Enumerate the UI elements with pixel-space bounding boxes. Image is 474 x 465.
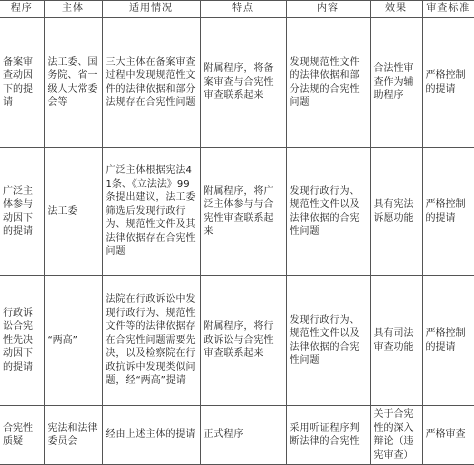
header-feature: 特点 [200,1,286,18]
feature-cell: 附属程序，将备案审查与合宪性审查联系起来 [200,18,286,148]
content-cell: 发现行政行为、规范性文件以及法律依据的合宪性问题 [286,148,370,276]
procedure-cell: 广泛主体参与动因下的提请 [0,148,44,276]
condition-cell: 三大主体在备案审查过程中发现规范性文件的法律依据和部分法规存在合宪性问题 [102,18,200,148]
standard-cell: 严格控制的提请 [422,148,474,276]
feature-cell: 附属程序，将行政诉讼与合宪性审查联系起来 [200,276,286,406]
header-row [0,1,474,18]
header-procedure: 程序 [0,1,44,18]
subject-cell: 法工委 [44,148,102,276]
effect-cell: 合法性审查作为辅助程序 [370,18,422,148]
effect-cell: 具有司法审查功能 [370,276,422,406]
procedure-cell: 合宪性质疑 [0,406,44,465]
content-cell: 采用听证程序判断法律的合宪性 [286,406,370,465]
procedure-cell: 备案审查动因下的提请 [0,18,44,148]
condition-cell: 广泛主体根据宪法41条、《立法法》99条提出建议，法工委筛选后发现行政行为、规范性文件及其法律依据存在合宪性问题 [102,148,200,276]
table-row [0,276,474,406]
header-subject: 主体 [44,1,102,18]
content-cell: 发现规范性文件的法律依据和部分法规的合宪性问题 [286,18,370,148]
content-cell: 发现行政行为、规范性文件以及法律依据的合宪性问题 [286,276,370,406]
header-effect: 效果 [370,1,422,18]
header-content: 内容 [286,1,370,18]
procedure-cell: 行政诉讼合宪性先决动因下的提请 [0,276,44,406]
effect-cell: 具有宪法诉愿功能 [370,148,422,276]
feature-cell: 附属程序，将广泛主体参与与合宪性审查联系起来 [200,148,286,276]
subject-cell: “两高” [44,276,102,406]
table-row [0,18,474,148]
standard-cell: 严格控制的提请 [422,276,474,406]
standard-cell: 严格审查 [422,406,474,465]
table-row [0,406,474,465]
table-row [0,148,474,276]
condition-cell: 法院在行政诉讼中发现行政行为、规范性文件等的法律依据存在合宪性问题需要先决，以及检察院在行政抗诉中发现类似问题，经“两高”提请 [102,276,200,406]
condition-cell: 经由上述主体的提请 [102,406,200,465]
standard-cell: 严格控制的提请 [422,18,474,148]
feature-cell: 正式程序 [200,406,286,465]
subject-cell: 宪法和法律委员会 [44,406,102,465]
effect-cell: 关于合宪性的深入辩论（违宪审查） [370,406,422,465]
header-condition: 适用情况 [102,1,200,18]
header-standard: 审查标准 [422,1,474,18]
subject-cell: 法工委、国务院、省一级人大常委会等 [44,18,102,148]
